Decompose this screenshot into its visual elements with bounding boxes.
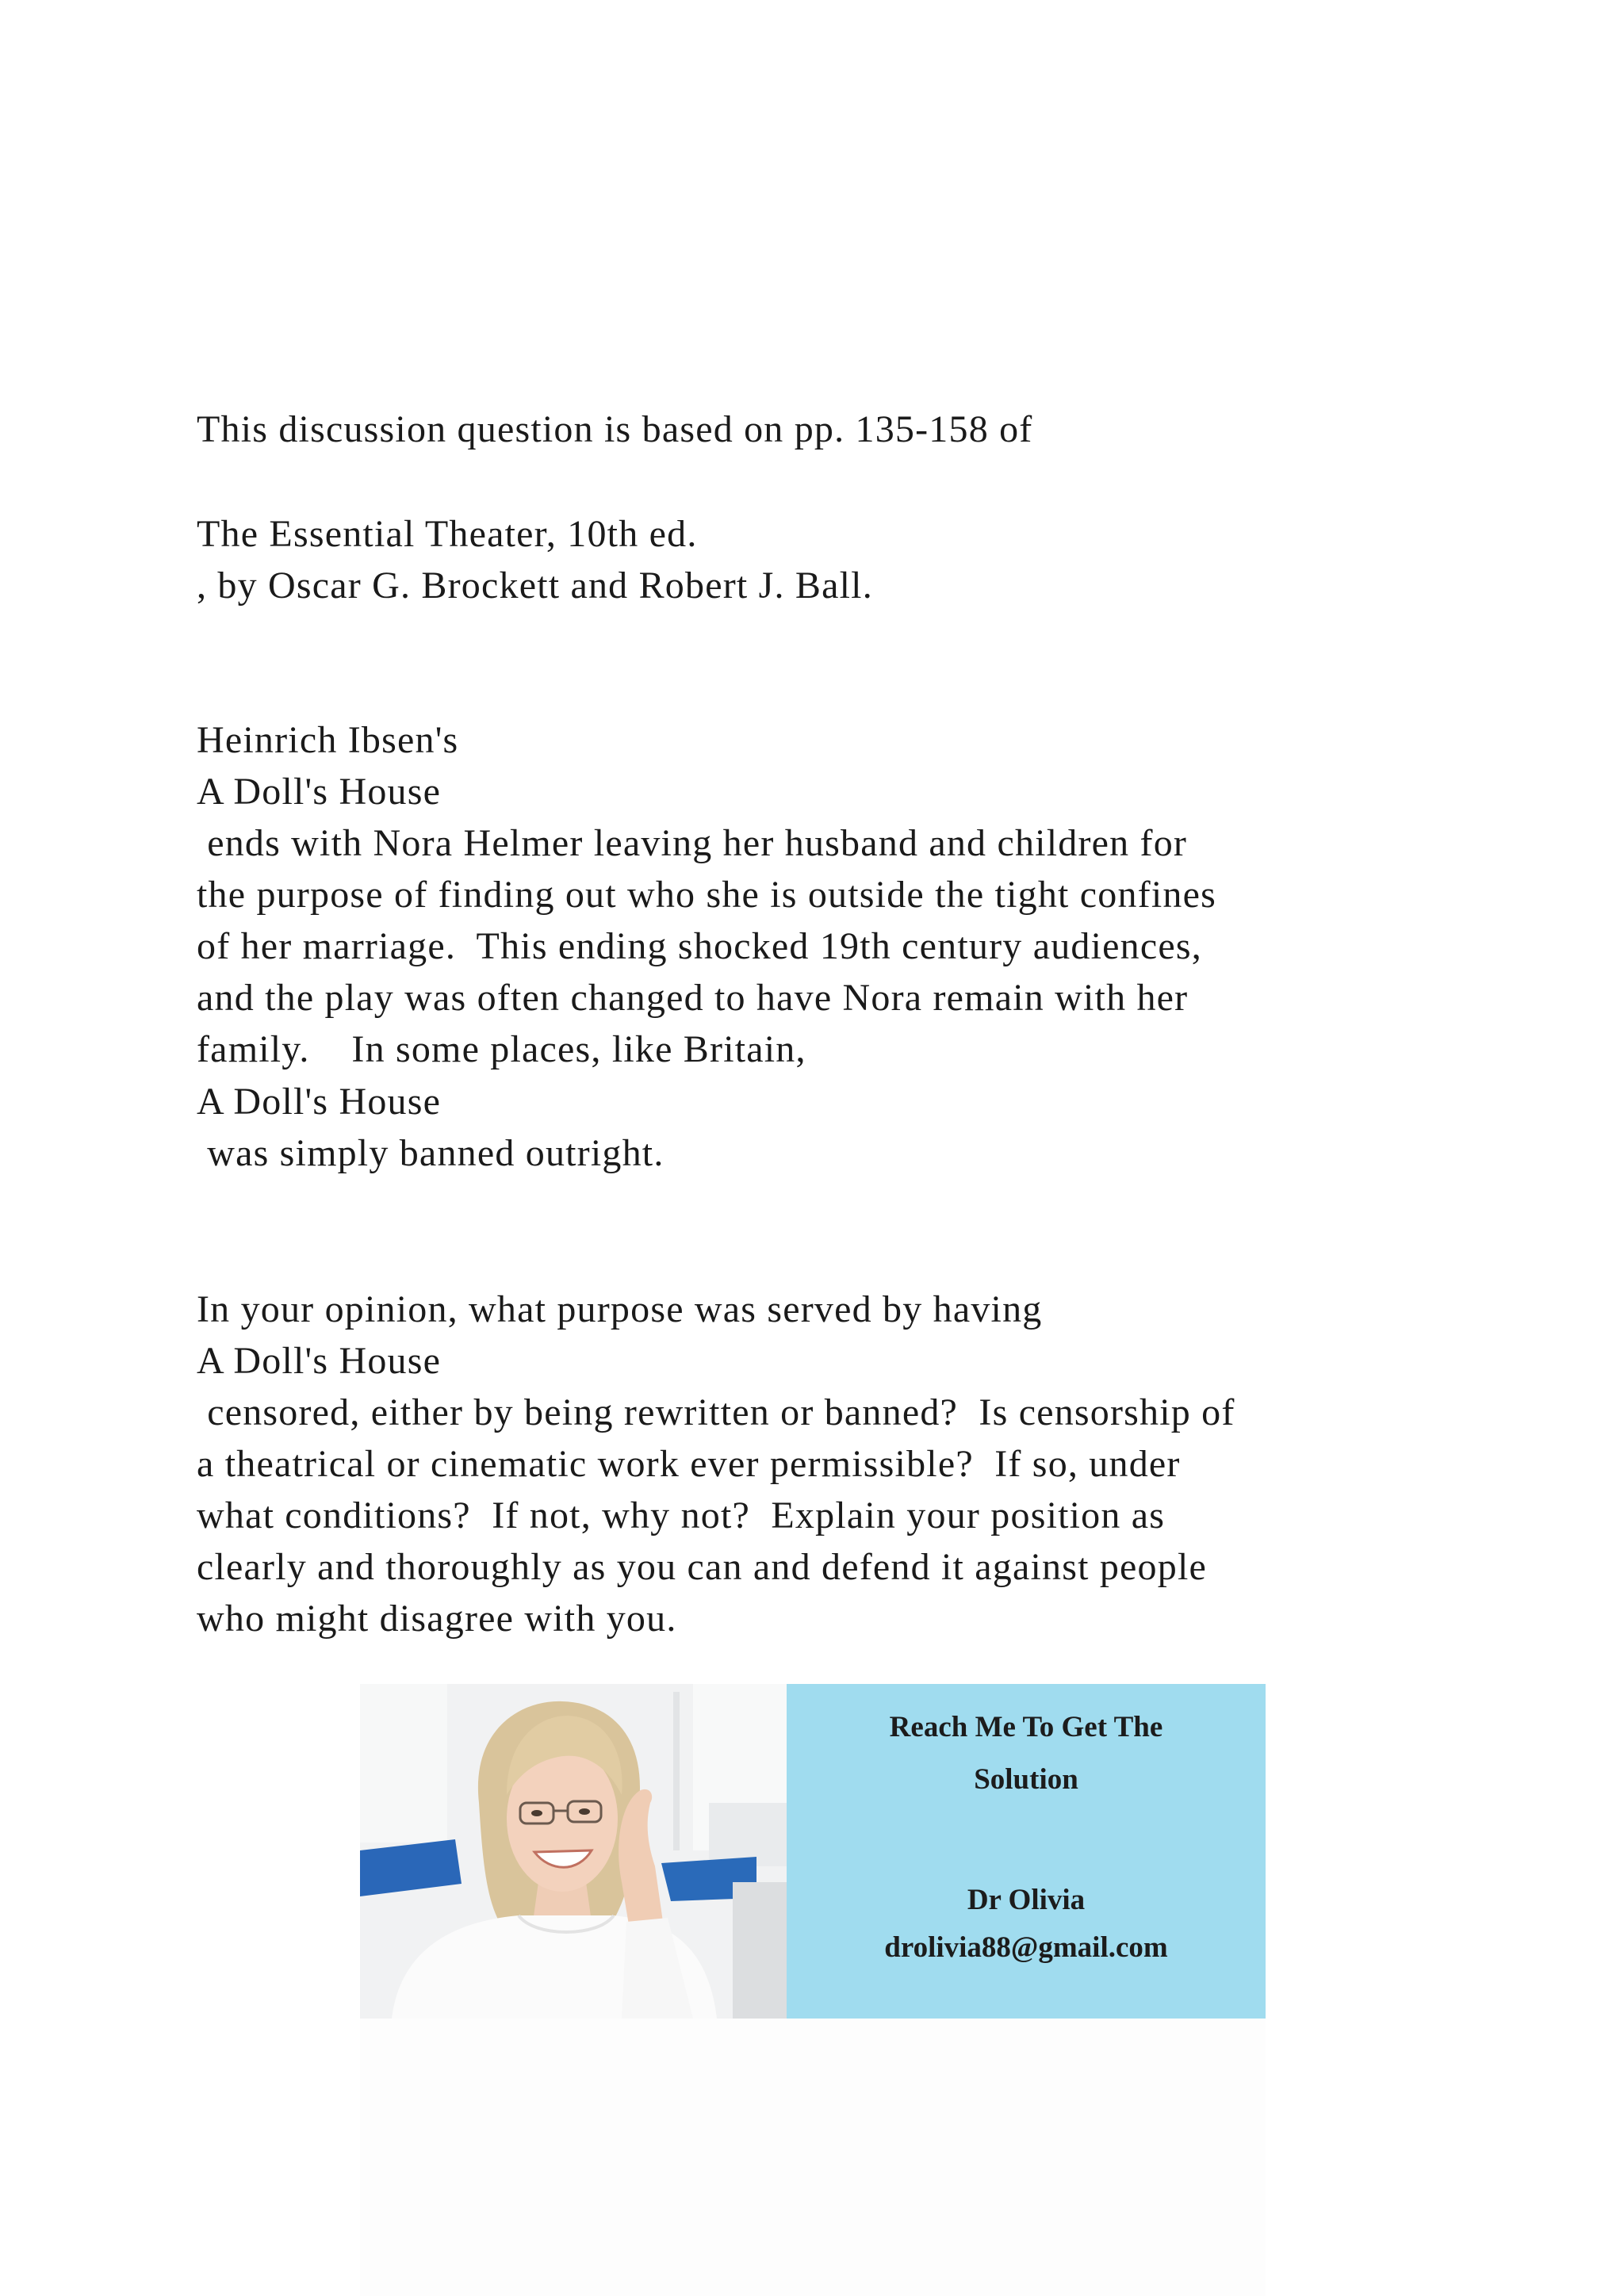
contact-panel xyxy=(787,1684,1266,2019)
question-line: who might disagree with you. xyxy=(197,1598,677,1640)
question-line: a theatrical or cinematic work ever permissible? If so, under xyxy=(197,1443,1181,1485)
paragraph-line: and the play was often changed to have Nora remain with her xyxy=(197,977,1189,1019)
banner-shadow-area xyxy=(360,2019,1266,2296)
paragraph-line: family. In some places, like Britain, xyxy=(197,1028,806,1070)
paragraph-line: of her marriage. This ending shocked 19th century audiences, xyxy=(197,925,1202,967)
author-line: Heinrich Ibsen's xyxy=(197,719,459,761)
book-authors-line: , by Oscar G. Brockett and Robert J. Ball. xyxy=(197,564,873,607)
photo-illustration xyxy=(360,1684,787,2019)
book-title-line: The Essential Theater, 10th ed. xyxy=(197,513,698,555)
paragraph-line: ends with Nora Helmer leaving her husband and children for xyxy=(197,822,1188,864)
paragraph-line: was simply banned outright. xyxy=(197,1132,665,1174)
contact-banner xyxy=(360,1684,1266,2019)
contact-name: Dr Olivia xyxy=(967,1884,1086,1916)
paragraph-line: the purpose of finding out who she is outside the tight confines xyxy=(197,874,1216,916)
cta-line-2: Solution xyxy=(974,1763,1078,1796)
play-title-line: A Doll's House xyxy=(197,1081,442,1123)
question-line: clearly and thoroughly as you can and defend it against people xyxy=(197,1546,1208,1588)
cta-line-1: Reach Me To Get The xyxy=(889,1711,1163,1743)
question-line: what conditions? If not, why not? Explain your position as xyxy=(197,1494,1166,1536)
play-title-line: A Doll's House xyxy=(197,771,442,813)
play-title-line: A Doll's House xyxy=(197,1340,442,1382)
question-line: censored, either by being rewritten or banned? Is censorship of xyxy=(197,1391,1235,1433)
contact-email: drolivia88@gmail.com xyxy=(884,1931,1168,1964)
woman-photo xyxy=(360,1684,787,2019)
intro-line-1: This discussion question is based on pp. 135-158 of xyxy=(197,408,1033,450)
question-line: In your opinion, what purpose was served by having xyxy=(197,1288,1043,1330)
